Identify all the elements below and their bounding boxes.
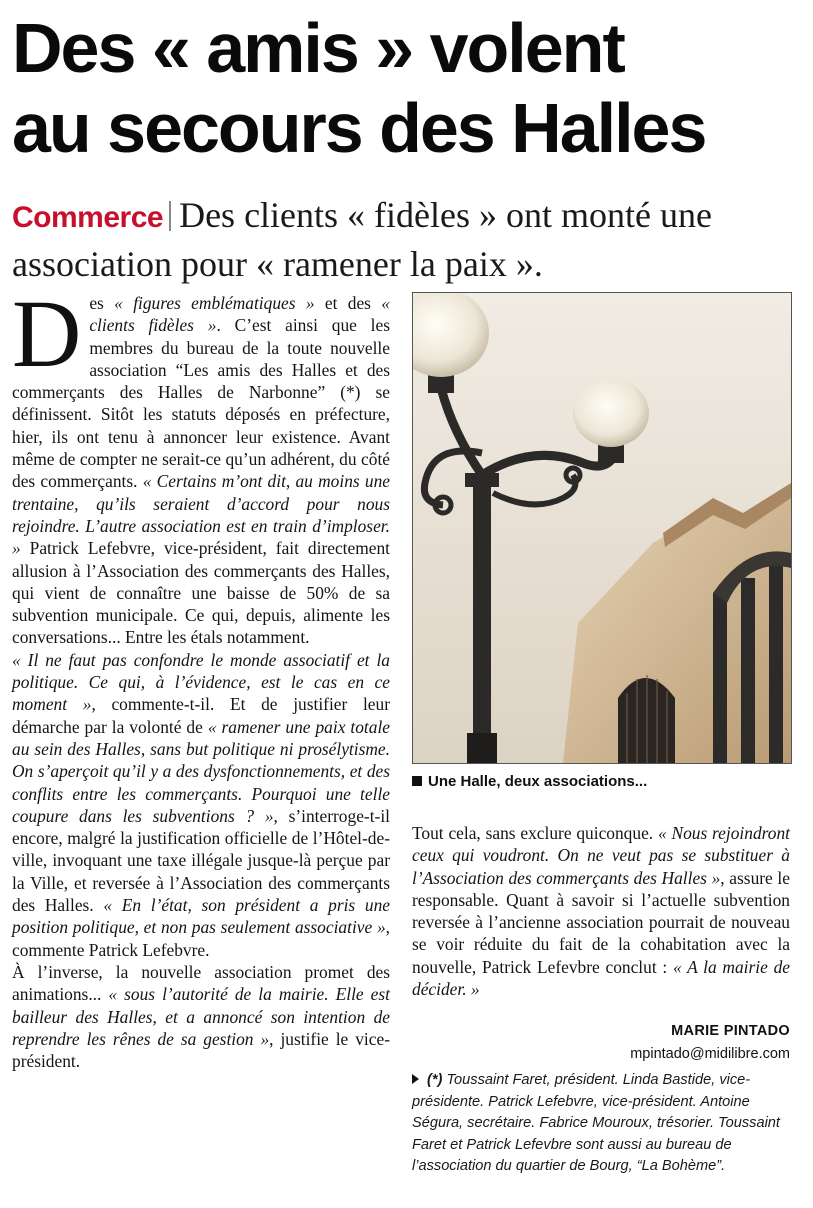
standfirst: [12, 192, 807, 287]
text-run: À l’inverse, la nouvelle association promet des animations...: [12, 961, 390, 1005]
footnote: [412, 1070, 792, 1178]
lamp-post-photo: [413, 293, 791, 763]
kicker-divider: [169, 201, 171, 231]
headline-line-2: au secours des Halles: [12, 89, 706, 167]
text-run: Patrick Lefebvre, vice-président, fait directement allusion à l’Association des commerçants des Halles, qui vient de connaître une baisse de 50% de sa subvention municipale. Ce qui, depuis, alimente les conversations... Entre les étals notamment.: [12, 538, 390, 648]
article-body-left: [12, 280, 390, 1072]
quote-run: « sous l’autorité de la mairie. Elle est bailleur des Halles, et a annoncé son intention de reprendre les rênes de sa gestion »: [12, 984, 390, 1049]
text-run: , justifie le vice-président.: [12, 1028, 390, 1072]
triangle-bullet-icon: [412, 1074, 419, 1084]
text-run: , assure le responsable. Quant à savoir si l’actuelle subvention reversée à l’ancienne association pourrait de nouveau se voir réduite du fait de la cohabitation avec la nouvelle, Patrick Lefevbre conclut :: [412, 867, 790, 977]
headline-line-1: Des « amis » volent: [12, 9, 624, 87]
section-kicker: Commerce: [12, 201, 164, 234]
quote-run: « figures emblématiques »: [114, 293, 315, 313]
text-run: es: [89, 293, 115, 313]
headline: [12, 8, 807, 168]
footnote-text: Toussaint Faret, président. Linda Bastide, vice-présidente. Patrick Lefebvre, vice-président. Antoine Ségura, secrétaire. Fabrice Mouroux, trésorier. Toussaint Faret et Patrick Lefevbre sont aussi au bureau de l’association du quartier de Bourg, “La Bohème”.: [412, 1072, 780, 1174]
article-body-right: [412, 822, 790, 1000]
quote-run: « Certains m’ont dit, au moins une trentaine, qu’ils seraient d’accord pour nous rejoindre. L’autre association est en train d’imploser. »: [12, 471, 390, 559]
quote-run: « ramener une paix totale au sein des Halles, sans but politique ni prosélytisme. On s’aperçoit qu’il y a des dysfonctionnements, et des conflits entre les commerçants. Pourquoi une telle coupure dans les subventions ? »: [12, 716, 390, 826]
drop-cap: D: [12, 280, 82, 387]
article-column-left: [12, 280, 390, 1072]
article-column-right: [412, 822, 790, 1000]
quote-run: « En l’état, son président a pris une position politique, et non pas seulement associative »: [12, 895, 390, 938]
quote-run: « Il ne faut pas confondre le monde associatif et la politique. Ce qui, à l’évidence, est le cas en ce moment »: [12, 649, 390, 715]
byline-email: mpintado@midilibre.com: [630, 1046, 790, 1062]
footnote-mark: (*): [427, 1072, 443, 1088]
text-run: . C’est ainsi que les membres du bureau de la toute nouvelle association “Les amis des Halles et des commerçants des Halles de Narbonne” (*) se définissent. Sitôt les statuts déposés en préfecture, hier, ils ont tenu à annoncer leur existence. Avant même de compter ne serait-ce qu’un adhérent, du côté des commerçants.: [12, 315, 390, 492]
text-run: Tout cela, sans exclure quiconque.: [412, 823, 658, 843]
quote-run: « A la mairie de décider. »: [412, 956, 790, 1000]
standfirst-text: Des clients « fidèles » ont monté une association pour « ramener la paix ».: [12, 195, 712, 284]
byline-author: MARIE PINTADO: [671, 1023, 790, 1039]
article-photo: [412, 292, 792, 764]
photo-caption: [412, 772, 802, 792]
quote-run: « Nous rejoindront ceux qui voudront. On ne veut pas se substituer à l’Association des commerçants des Halles »: [412, 823, 790, 888]
quote-run: « clients fidèles »: [89, 293, 390, 336]
photo-caption-text: Une Halle, deux associations...: [428, 773, 648, 790]
text-run: , commente Patrick Lefebvre.: [12, 917, 390, 960]
text-run: et des: [314, 293, 382, 313]
text-run: , commente-t-il. Et de justifier leur démarche par la volonté de: [12, 694, 390, 737]
caption-square-icon: [412, 776, 422, 786]
text-run: , s’interroge-t-il encore, malgré la justification officielle de l’Hôtel-de-ville, invoquant une taxe illégale jusque-là perçue par la Ville, et reversée à l’Association des commerçants des Halles.: [12, 805, 390, 916]
